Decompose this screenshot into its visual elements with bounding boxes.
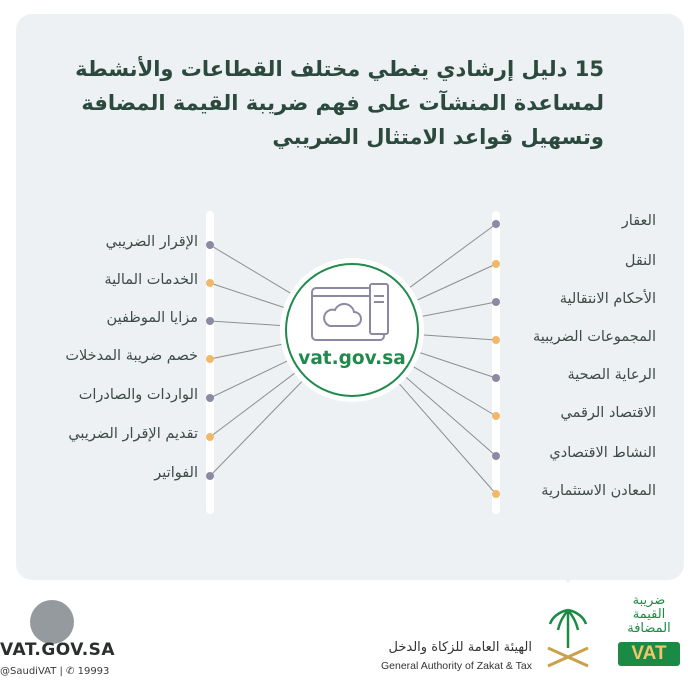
connector-line xyxy=(210,245,290,293)
left-topic-item: الإقرار الضريبي xyxy=(105,234,198,250)
left-bullet-dot xyxy=(206,472,214,480)
connector-line xyxy=(420,353,496,378)
left-topic-item: الواردات والصادرات xyxy=(78,387,198,403)
left-topic-item: الفواتير xyxy=(154,465,198,481)
connector-line xyxy=(423,302,496,316)
right-bullet-dot xyxy=(492,336,500,344)
right-topic-item: الرعاية الصحية xyxy=(567,367,656,383)
connector-line xyxy=(210,361,287,398)
connector-line xyxy=(210,344,281,359)
authority-name-english: General Authority of Zakat & Tax xyxy=(381,660,532,672)
connector-line xyxy=(400,384,496,494)
connector-line xyxy=(424,335,496,340)
connector-line xyxy=(210,382,302,476)
right-bullet-dot xyxy=(492,412,500,420)
connector-line xyxy=(210,321,280,325)
connector-line xyxy=(210,283,284,307)
title-line-3: وتسهيل قواعد الامتثال الضريبي xyxy=(272,125,604,149)
title-line-2: لمساعدة المنشآت على فهم ضريبة القيمة المضافة xyxy=(81,91,604,115)
hub-url[interactable]: vat.gov.sa xyxy=(298,348,406,369)
badge-line-2: القيمة xyxy=(632,607,666,622)
footer-social: @SaudiVAT | ✆ 19993 xyxy=(0,666,110,677)
right-topic-item: النقل xyxy=(624,253,656,269)
vat-badge xyxy=(614,594,684,672)
left-topic-item: مزايا الموظفين xyxy=(106,310,198,326)
right-topic-item: المجموعات الضريبية xyxy=(533,329,656,345)
right-topic-item: النشاط الاقتصادي xyxy=(549,445,656,461)
connector-line xyxy=(210,373,294,437)
left-topic-item: خصم ضريبة المدخلات xyxy=(65,348,198,364)
right-bullet-dot xyxy=(492,298,500,306)
right-bullet-dot xyxy=(492,220,500,228)
badge-line-3: المضافة xyxy=(627,621,671,636)
right-topic-item: الأحكام الانتقالية xyxy=(559,291,656,307)
badge-line-1: ضريبة xyxy=(632,593,666,608)
right-topic-item: الاقتصاد الرقمي xyxy=(560,405,656,421)
left-bullet-dot xyxy=(206,317,214,325)
left-bullet-dot xyxy=(206,279,214,287)
connector-line xyxy=(410,224,496,287)
footer-site[interactable]: VAT.GOV.SA xyxy=(0,640,116,660)
right-topic-item: العقار xyxy=(621,213,656,229)
left-bullet-dot xyxy=(206,355,214,363)
left-bullet-dot xyxy=(206,241,214,249)
right-bullet-dot xyxy=(492,452,500,460)
right-topic-item: المعادن الاستثمارية xyxy=(541,483,656,499)
hub-circle xyxy=(280,258,424,402)
left-bullet-dot xyxy=(206,394,214,402)
right-bullet-dot xyxy=(492,374,500,382)
left-bullet-dot xyxy=(206,433,214,441)
palm-swords-logo-icon xyxy=(536,600,600,672)
title-line-1: 15 دليل إرشادي يغطي مختلف القطاعات والأنشطة xyxy=(75,57,604,81)
right-bullet-dot xyxy=(492,260,500,268)
left-topic-item: الخدمات المالية xyxy=(104,272,198,288)
lens-overlay-icon xyxy=(30,600,74,644)
right-bullet-dot xyxy=(492,490,500,498)
authority-name-arabic: الهيئة العامة للزكاة والدخل xyxy=(388,640,532,655)
connector-line xyxy=(417,264,496,300)
left-topic-item: تقديم الإقرار الضريبي xyxy=(68,426,198,442)
badge-vat-label: VAT xyxy=(618,642,680,666)
